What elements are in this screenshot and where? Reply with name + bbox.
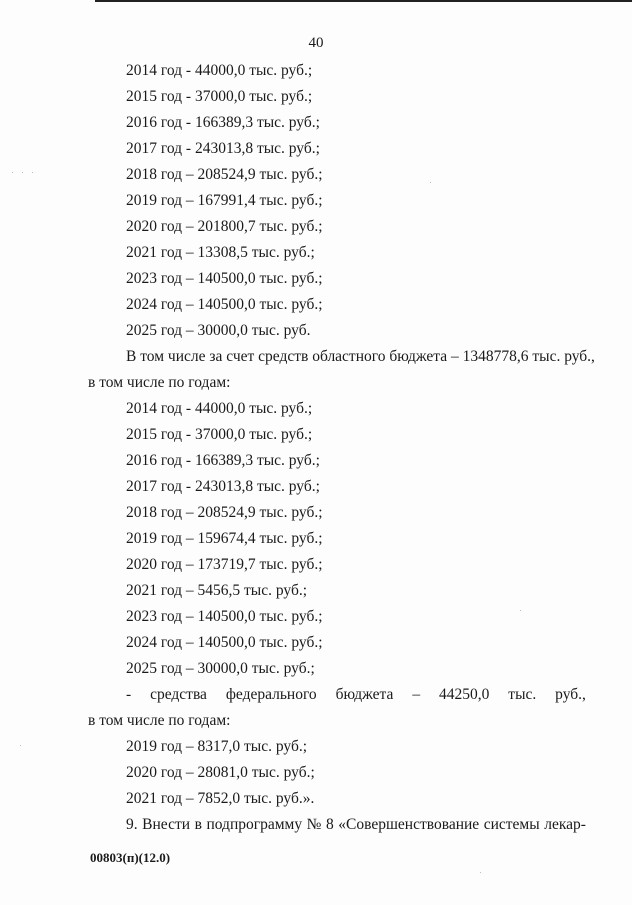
list-a-item: 2014 год - 44000,0 тыс. руб.;	[126, 62, 313, 79]
page-number: 40	[308, 35, 324, 51]
regional-budget-by-years: в том числе по годам:	[88, 374, 231, 391]
list-b-item: 2021 год – 5456,5 тыс. руб.;	[126, 582, 308, 599]
item-9-line	[126, 816, 586, 834]
scan-speck	[20, 745, 21, 746]
item-9-word: Внести	[142, 816, 191, 833]
list-b-item: 2025 год – 30000,0 тыс. руб.;	[126, 660, 315, 677]
list-b-item: 2023 год – 140500,0 тыс. руб.;	[126, 608, 323, 625]
scan-speck	[32, 172, 33, 173]
item-9-word: 9.	[126, 816, 138, 833]
list-c-item: 2019 год – 8317,0 тыс. руб.;	[126, 738, 308, 755]
list-b-item: 2020 год – 173719,7 тыс. руб.;	[126, 556, 323, 573]
item-9-word: 8	[325, 816, 334, 833]
item-9-word: системы	[483, 816, 540, 833]
scan-speck	[430, 182, 431, 183]
document-code: 00803(п)(12.0)	[90, 850, 171, 865]
federal-word: федерального	[225, 686, 317, 703]
scan-speck	[22, 172, 23, 173]
federal-word: –	[412, 686, 421, 703]
item-9-word: №	[306, 816, 322, 833]
federal-word: 44250,0	[439, 686, 490, 703]
list-c-item: 2020 год – 28081,0 тыс. руб.;	[126, 764, 315, 781]
list-a-item: 2024 год – 140500,0 тыс. руб.;	[126, 296, 323, 313]
regional-budget-line: В том числе за счет средств областного бюджета – 1348778,6 тыс. руб.,	[126, 348, 595, 365]
list-a-item: 2018 год – 208524,9 тыс. руб.;	[126, 166, 323, 183]
list-b-item: 2015 год - 37000,0 тыс. руб.;	[126, 426, 313, 443]
federal-budget-by-years: в том числе по годам:	[88, 712, 231, 729]
list-b-item: 2016 год - 166389,3 тыс. руб.;	[126, 452, 320, 469]
federal-budget-line	[126, 686, 586, 704]
item-9-word: в	[194, 816, 202, 833]
federal-word: средства	[150, 686, 207, 703]
list-a-item: 2020 год – 201800,7 тыс. руб.;	[126, 218, 323, 235]
list-a-item: 2025 год – 30000,0 тыс. руб.	[126, 322, 311, 339]
list-a-item: 2021 год – 13308,5 тыс. руб.;	[126, 244, 315, 261]
list-b-item: 2019 год – 159674,4 тыс. руб.;	[126, 530, 323, 547]
list-b-item: 2018 год – 208524,9 тыс. руб.;	[126, 504, 323, 521]
top-border-line	[95, 0, 632, 2]
list-a-item: 2019 год – 167991,4 тыс. руб.;	[126, 192, 323, 209]
item-9-word: «Совершенствование	[338, 816, 480, 833]
item-9-word: подпрограмму	[206, 816, 303, 833]
federal-word: -	[126, 686, 132, 703]
list-c-item: 2021 год – 7852,0 тыс. руб.».	[126, 790, 315, 807]
federal-word: тыс.	[508, 686, 537, 703]
scan-speck	[520, 610, 521, 611]
list-a-item: 2017 год - 243013,8 тыс. руб.;	[126, 140, 320, 157]
list-a-item: 2023 год – 140500,0 тыс. руб.;	[126, 270, 323, 287]
list-b-item: 2017 год - 243013,8 тыс. руб.;	[126, 478, 320, 495]
item-9-word: лекар-	[544, 816, 586, 833]
list-b-item: 2024 год – 140500,0 тыс. руб.;	[126, 634, 323, 651]
federal-word: руб.,	[555, 686, 586, 703]
list-a-item: 2015 год - 37000,0 тыс. руб.;	[126, 88, 313, 105]
federal-word: бюджета	[335, 686, 394, 703]
scan-speck	[12, 172, 13, 173]
list-a-item: 2016 год - 166389,3 тыс. руб.;	[126, 114, 320, 131]
scan-speck	[480, 872, 481, 873]
list-b-item: 2014 год - 44000,0 тыс. руб.;	[126, 400, 313, 417]
